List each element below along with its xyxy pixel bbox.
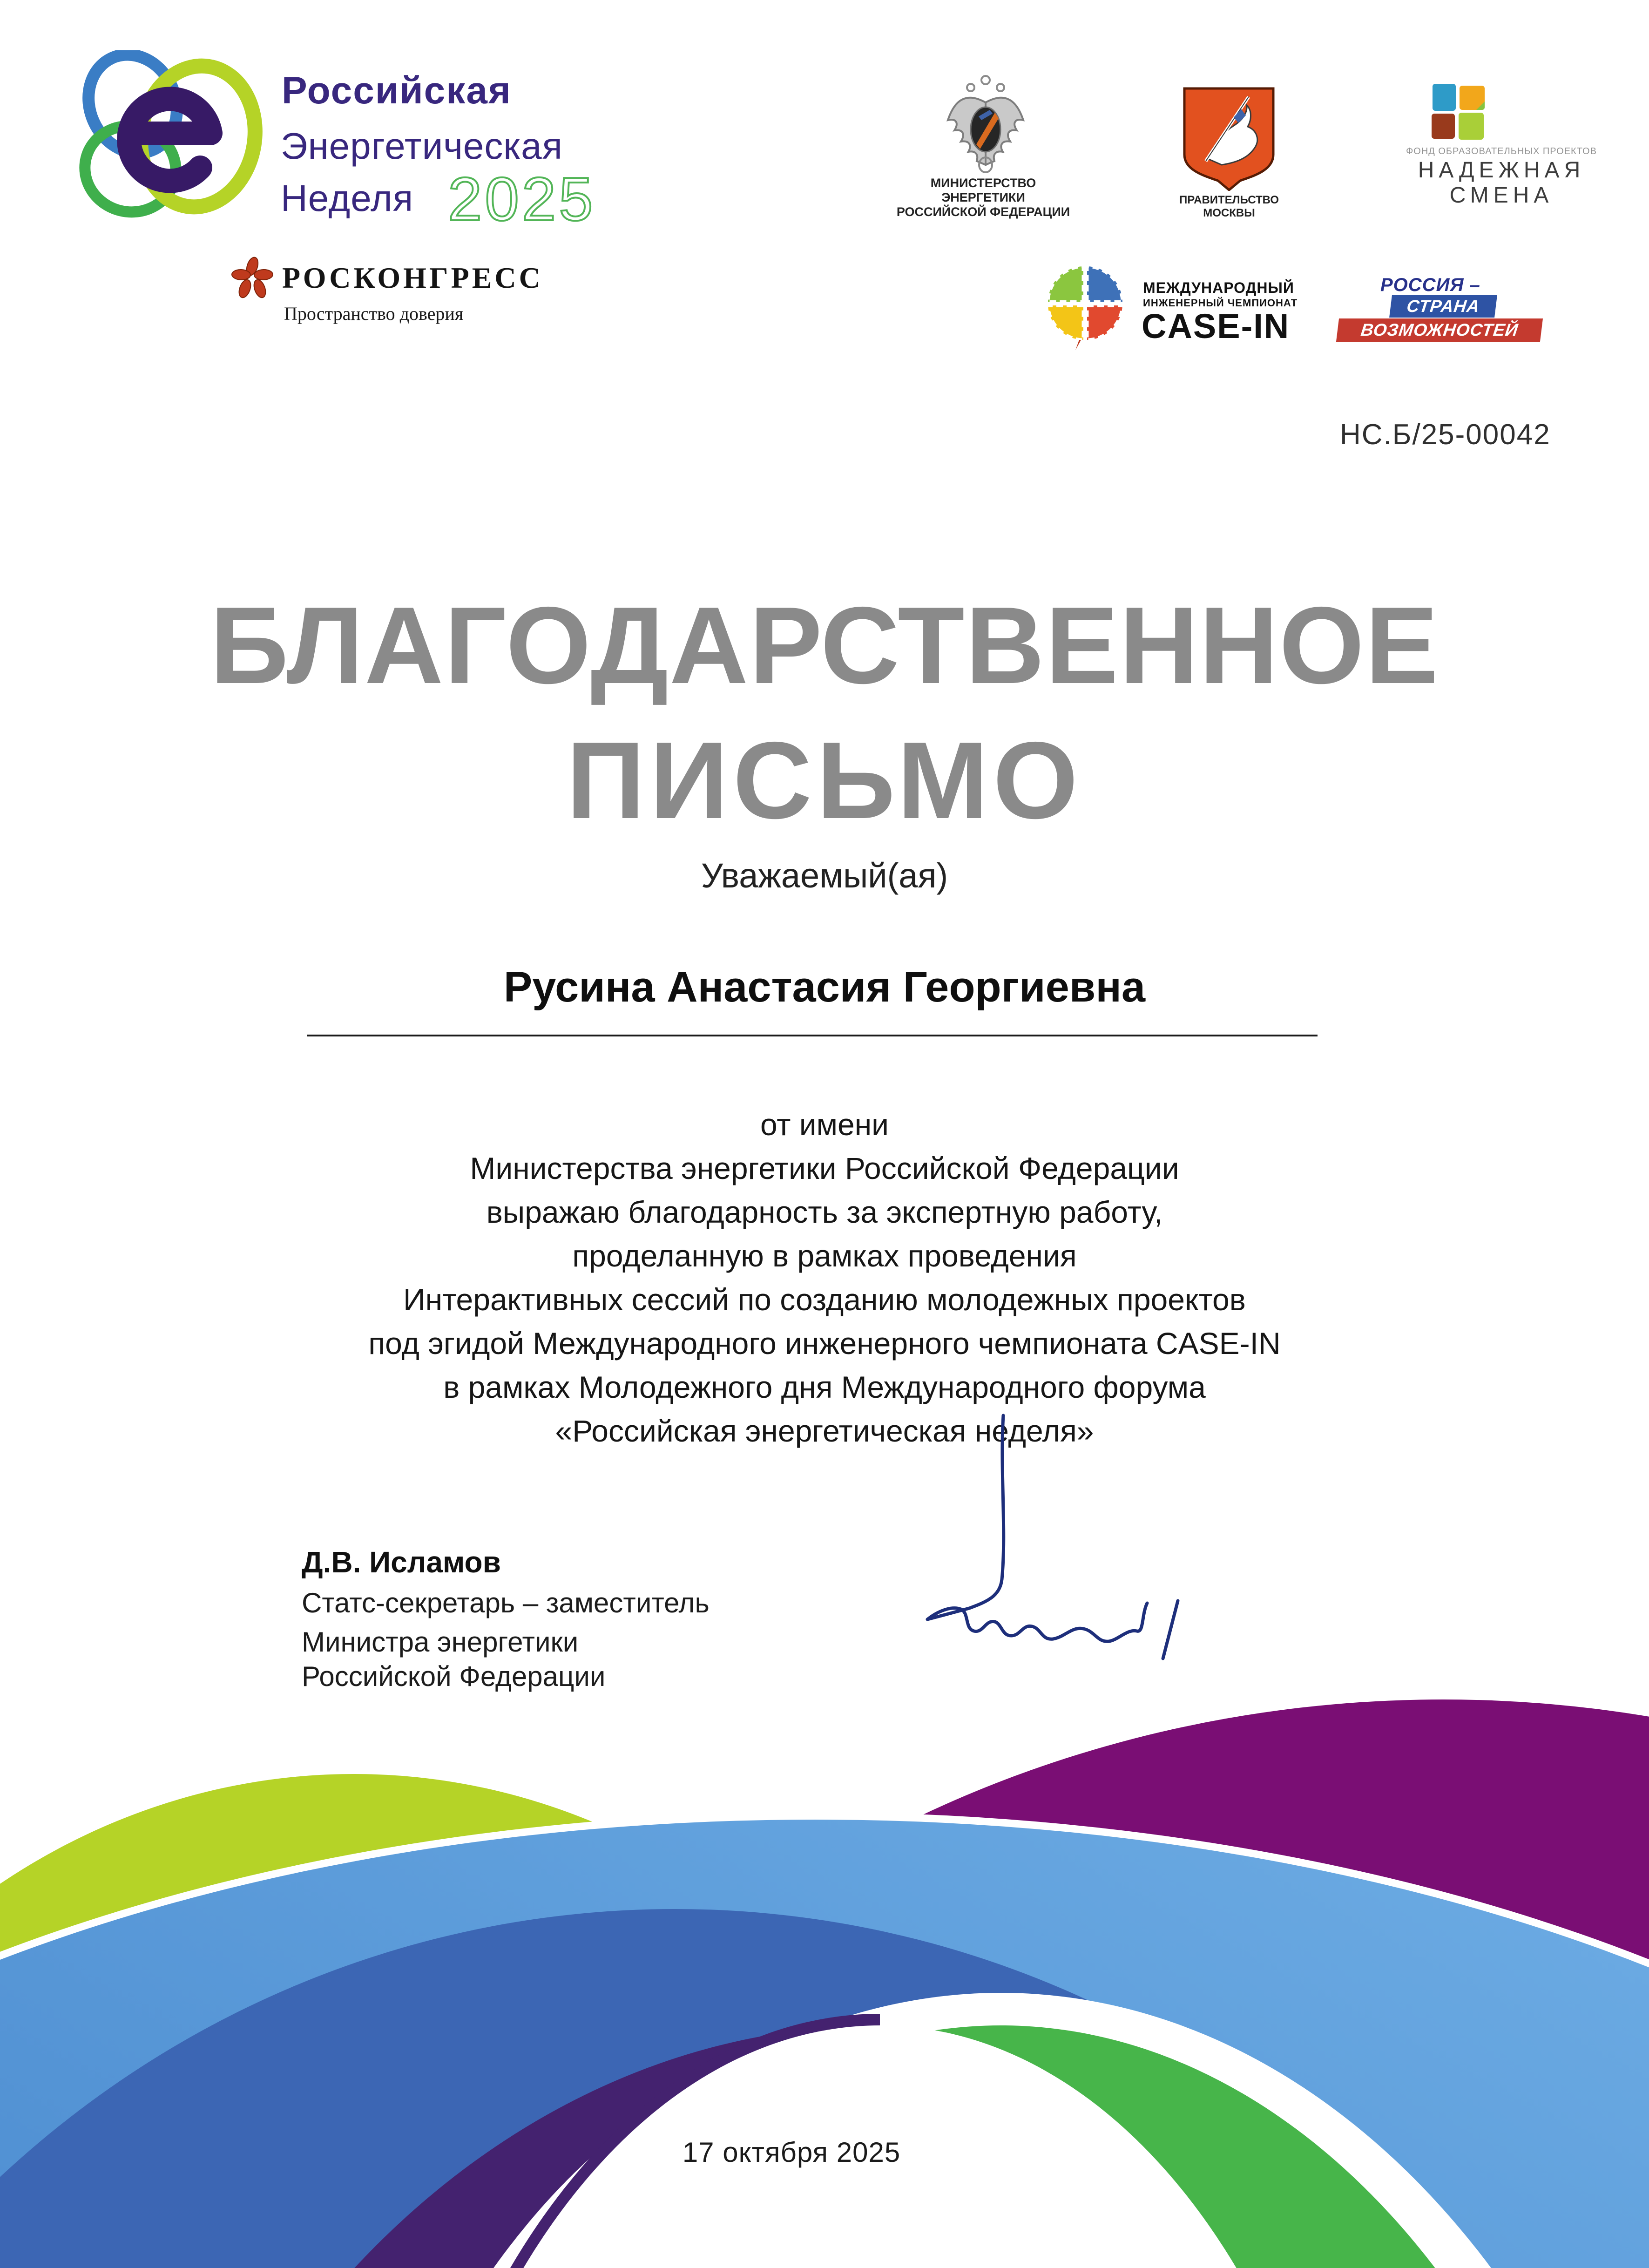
rsv-line2: СТРАНА xyxy=(1406,297,1481,316)
body-line: в рамках Молодежного дня Международного форума xyxy=(443,1370,1206,1404)
case-in-line1: МЕЖДУНАРОДНЫЙ xyxy=(1143,279,1294,296)
signer-position-line3: Российской Федерации xyxy=(302,1661,606,1692)
rsv-line2-box xyxy=(1389,295,1497,318)
body-line: «Российская энергетическая неделя» xyxy=(555,1414,1094,1448)
roscongress-name: РОСКОНГРЕСС xyxy=(282,261,543,294)
body-line: под эгидой Международного инженерного чемпионата CASE-IN xyxy=(368,1326,1281,1361)
letter-title-line1: БЛАГОДАРСТВЕННОЕ xyxy=(210,584,1439,706)
roscongress-tagline: Пространство доверия xyxy=(284,303,464,324)
letter-title-line2: ПИСЬМО xyxy=(566,719,1083,841)
moscow-shield-icon xyxy=(1179,85,1279,191)
signer-position-line2: Министра энергетики xyxy=(302,1626,579,1658)
roscongress-icon xyxy=(229,256,276,303)
ren-logo-year: 2025 xyxy=(448,165,596,233)
signer-name: Д.В. Исламов xyxy=(302,1545,501,1579)
body-line: выражаю благодарность за экспертную работу, xyxy=(486,1195,1163,1229)
document-number: НС.Б/25-00042 xyxy=(1340,419,1551,451)
recipient-underline xyxy=(307,1035,1318,1036)
case-in-line3: CASE-IN xyxy=(1142,307,1290,345)
nadezhnaya-smena-icon xyxy=(1432,84,1488,141)
case-in-brain-icon xyxy=(1034,261,1137,352)
minenergo-label-line2: РОССИЙСКОЙ ФЕДЕРАЦИИ xyxy=(896,205,1070,219)
ren-logo-line2: Энергетическая xyxy=(281,125,563,167)
salutation: Уважаемый(ая) xyxy=(701,856,948,895)
rsv-line3: ВОЗМОЖНОСТЕЙ xyxy=(1359,320,1520,339)
ren-logo-icon xyxy=(74,50,275,223)
rsv-line3-box xyxy=(1336,318,1543,342)
nadezhnaya-smena-line1: НАДЕЖНАЯ xyxy=(1418,158,1585,183)
case-in-line2: ИНЖЕНЕРНЫЙ ЧЕМПИОНАТ xyxy=(1143,297,1298,309)
body-line: проделанную в рамках проведения xyxy=(572,1239,1077,1273)
body-line: Министерства энергетики Российской Федерации xyxy=(470,1151,1179,1185)
rsv-line1: РОССИЯ – xyxy=(1380,275,1480,295)
rsv-logo xyxy=(1334,275,1548,345)
recipient-name: Русина Анастасия Георгиевна xyxy=(503,963,1146,1011)
letter-date: 17 октября 2025 xyxy=(682,2137,901,2168)
ren-logo-line3: Неделя xyxy=(281,177,414,219)
moscow-label: ПРАВИТЕЛЬСТВО МОСКВЫ xyxy=(1179,194,1279,219)
minenergo-label-line1: МИНИСТЕРСТВО ЭНЕРГЕТИКИ xyxy=(930,176,1036,204)
bottom-waves-decoration xyxy=(0,1653,1649,2268)
signer-position-line1: Статс-секретарь – заместитель xyxy=(302,1587,710,1618)
minenergo-eagle-icon xyxy=(941,74,1030,175)
signature xyxy=(899,1397,1234,1681)
nadezhnaya-smena-subtitle: ФОНД ОБРАЗОВАТЕЛЬНЫХ ПРОЕКТОВ xyxy=(1406,146,1597,156)
body-line: от имени xyxy=(760,1107,889,1142)
body-line: Интерактивных сессий по созданию молодежных проектов xyxy=(403,1282,1246,1317)
nadezhnaya-smena-line2: СМЕНА xyxy=(1449,183,1554,208)
ren-logo-line1: Российская xyxy=(282,69,512,112)
letter-body xyxy=(0,1103,1649,1453)
minenergo-label xyxy=(890,176,1076,219)
